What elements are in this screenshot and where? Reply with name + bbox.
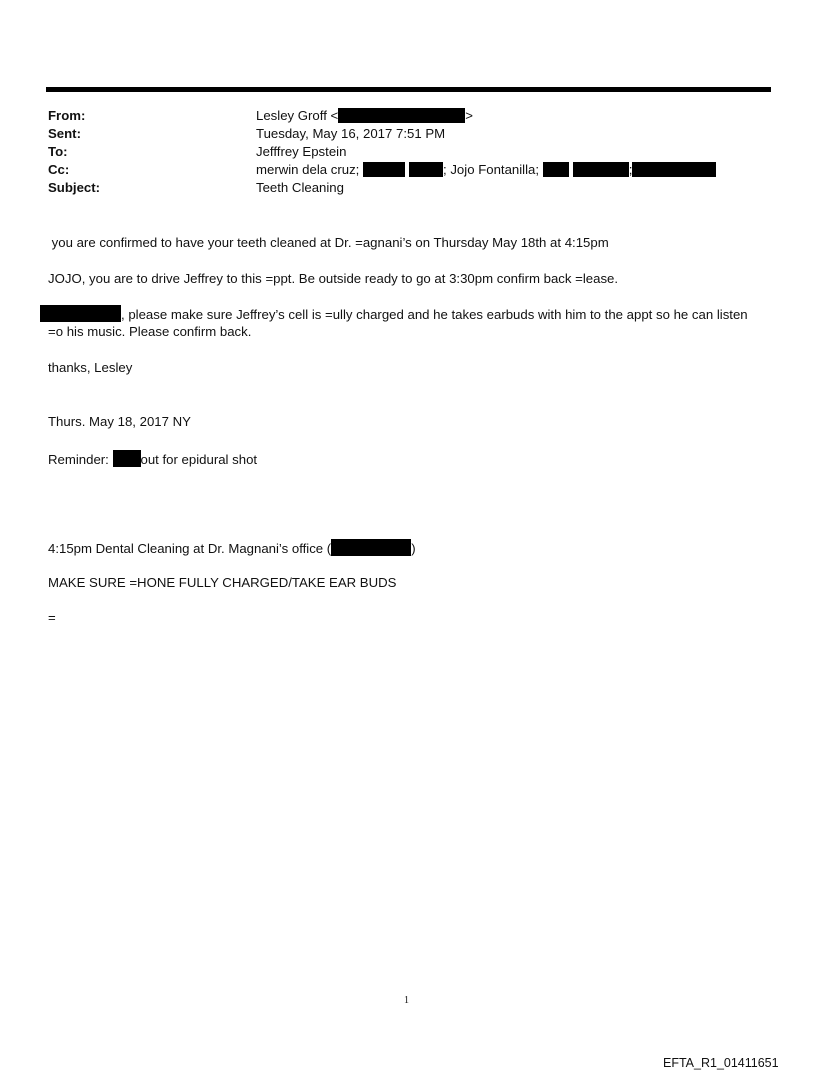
subject-value: Teeth Cleaning [256,180,344,195]
from-label: From: [48,108,86,123]
cc-recipient-1: merwin dela cruz; [256,162,360,177]
document-id: EFTA_R1_01411651 [663,1056,779,1070]
redaction-box [363,162,405,177]
redaction-box [543,162,569,177]
appointment-close: ) [411,541,416,556]
body-paragraph-phone [40,305,748,323]
redaction-box [113,450,141,467]
reminder-line [48,450,257,468]
body-paragraph-confirmation: you are confirmed to have your teeth cleaned at Dr. =agnani’s on Thursday May 18th at 4:15pm [48,235,609,250]
from-name: Lesley Groff < [256,108,339,123]
body-paragraph-phone-text: , please make sure Jeffrey’s cell is =ully charged and he takes earbuds with him to the appt so he can listen [121,307,748,322]
phone-reminder: MAKE SURE =HONE FULLY CHARGED/TAKE EAR BUDS [48,575,397,590]
redaction-box [409,162,443,177]
header-divider [46,87,771,92]
cc-value [256,161,716,179]
from-bracket: > [465,108,473,123]
body-paragraph-driver: JOJO, you are to drive Jeffrey to this =ppt. Be outside ready to go at 3:30pm confirm back =lease. [48,271,619,286]
redaction-box [573,162,629,177]
sent-value: Tuesday, May 16, 2017 7:51 PM [256,126,446,141]
reminder-label: Reminder: [48,452,113,467]
appointment-line [48,539,416,557]
redaction-box [331,539,411,556]
cc-separator: ; [628,162,633,177]
body-paragraph-phone-cont: =o his music. Please confirm back. [48,324,252,339]
from-value [256,107,473,125]
cc-recipient-2: ; Jojo Fontanilla; [443,162,540,177]
to-label: To: [48,144,68,159]
subject-label: Subject: [48,180,101,195]
sent-label: Sent: [48,126,81,141]
reminder-text: out for epidural shot [140,452,258,467]
signoff: thanks, Lesley [48,360,133,375]
page-number: 1 [404,995,409,1006]
redaction-box [632,162,716,177]
redaction-box [40,305,121,322]
redaction-box [338,108,465,123]
trailing-char: = [48,610,56,625]
cc-label: Cc: [48,162,70,177]
to-value: Jefffrey Epstein [256,144,347,159]
appointment-text: 4:15pm Dental Cleaning at Dr. Magnani’s office ( [48,541,332,556]
schedule-date: Thurs. May 18, 2017 NY [48,414,191,429]
